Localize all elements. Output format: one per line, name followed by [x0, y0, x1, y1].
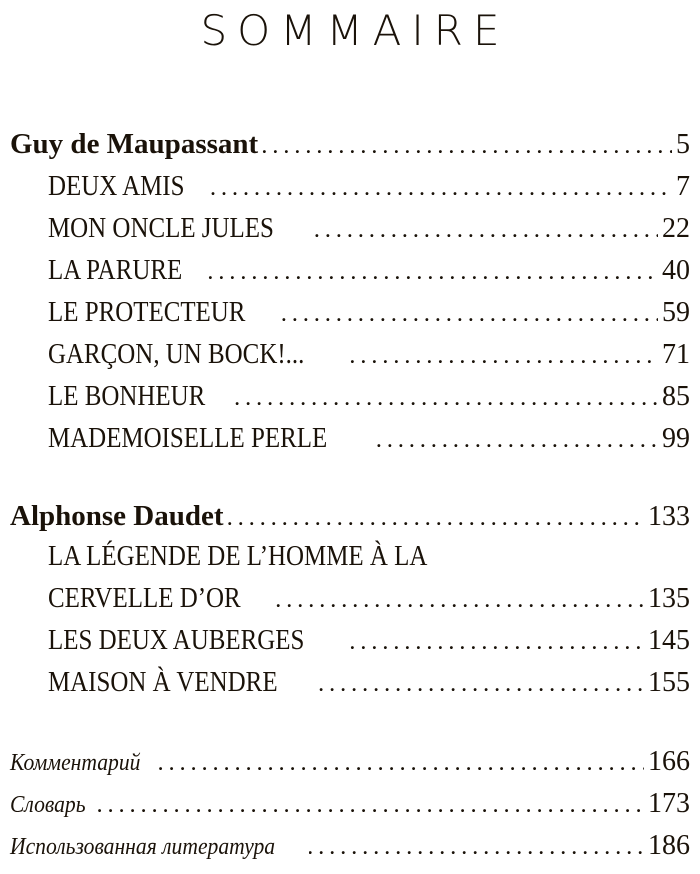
page-number: 7 — [676, 171, 690, 202]
toc-appendix-entry[interactable] — [10, 746, 690, 778]
toc-entry[interactable] — [48, 254, 690, 287]
dot-leader — [159, 754, 644, 775]
appendix-title: Словарь — [10, 792, 86, 818]
page-number: 145 — [648, 625, 690, 656]
appendix-title: Использованная литература — [10, 834, 276, 860]
toc-entry[interactable] — [48, 170, 690, 203]
page-number: 85 — [662, 381, 690, 412]
dot-leader — [319, 675, 644, 696]
page-number: 5 — [676, 129, 690, 160]
story-title: LE PROTECTEUR — [48, 296, 246, 328]
story-title: LA PARURE — [48, 254, 183, 286]
toc-author-daudet[interactable] — [10, 500, 690, 533]
story-title: MON ONCLE JULES — [48, 212, 274, 244]
dot-leader — [98, 796, 644, 817]
dot-leader — [276, 591, 644, 612]
toc-entry[interactable] — [48, 338, 690, 371]
toc-entry[interactable] — [48, 666, 690, 699]
toc-appendix-entry[interactable] — [10, 788, 690, 820]
toc-appendix-entry[interactable] — [10, 830, 690, 862]
story-title: GARÇON, UN BOCK!... — [48, 338, 305, 370]
story-title: DEUX AMIS — [48, 170, 185, 202]
page-number: 71 — [662, 339, 690, 370]
toc-entry[interactable] — [48, 422, 690, 455]
toc-author-maupassant[interactable] — [10, 128, 690, 161]
page-title: SOMMAIRE — [200, 6, 510, 55]
dot-leader — [315, 221, 658, 242]
dot-leader — [211, 179, 672, 200]
dot-leader — [350, 347, 658, 368]
page-number: 99 — [662, 423, 690, 454]
page-number: 59 — [662, 297, 690, 328]
author-name: Alphonse Daudet — [10, 500, 224, 532]
dot-leader — [262, 137, 672, 158]
toc-entry-title-line[interactable] — [48, 540, 489, 573]
page-number: 22 — [662, 213, 690, 244]
page-number: 135 — [648, 583, 690, 614]
dot-leader — [309, 838, 644, 859]
toc-entry[interactable] — [48, 582, 690, 615]
story-title: MAISON À VENDRE — [48, 666, 278, 698]
page-number: 186 — [648, 830, 690, 861]
story-title: MADEMOISELLE PERLE — [48, 422, 328, 454]
author-name: Guy de Maupassant — [10, 128, 259, 160]
page-number: 40 — [662, 255, 690, 286]
dot-leader — [350, 633, 644, 654]
dot-leader — [282, 305, 658, 326]
dot-leader — [208, 263, 658, 284]
dot-leader — [235, 389, 658, 410]
dot-leader — [228, 509, 644, 530]
toc-entry[interactable] — [48, 296, 690, 329]
toc-entry[interactable] — [48, 212, 690, 245]
page-number: 166 — [648, 746, 690, 777]
toc-entry[interactable] — [48, 380, 690, 413]
page-number: 133 — [648, 501, 690, 532]
page-number: 173 — [648, 788, 690, 819]
story-title: CERVELLE D’OR — [48, 582, 241, 614]
page-number: 155 — [648, 667, 690, 698]
story-title: LE BONHEUR — [48, 380, 206, 412]
appendix-title: Комментарий — [10, 750, 141, 776]
toc-entry[interactable] — [48, 624, 690, 657]
story-title: LES DEUX AUBERGES — [48, 624, 305, 656]
story-title-line1: LA LÉGENDE DE L’HOMME À LA — [48, 540, 428, 572]
dot-leader — [377, 431, 658, 452]
